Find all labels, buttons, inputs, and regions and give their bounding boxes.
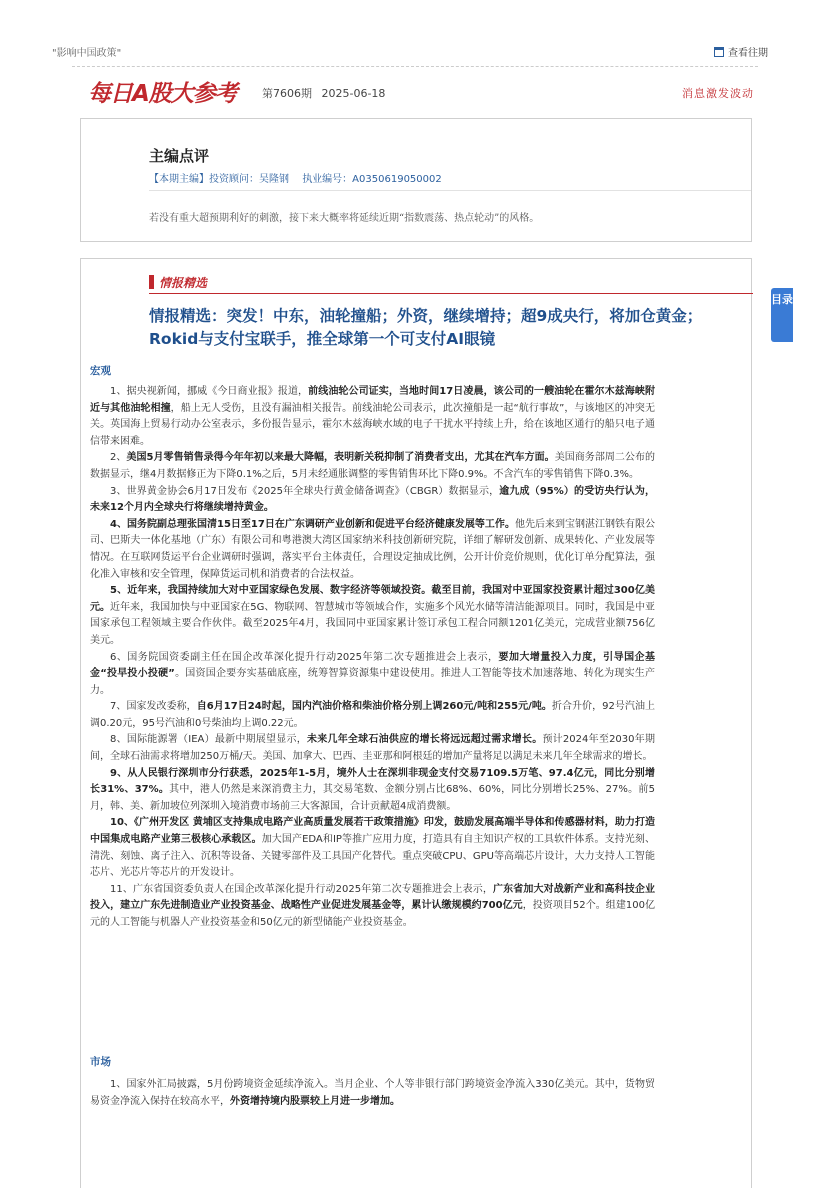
paragraph	[90, 484, 655, 517]
paragraph-text: 。国资国企要夯实基础底座，统筹智算资源集中建设使用。推进人工智能等技术加速落地、转化为现实生产力。	[90, 668, 655, 696]
editor-name: 【本期主编】投资顾问：吴隆钢	[149, 174, 289, 185]
issue-number: 第7606期	[262, 87, 312, 100]
logo: 每日A股大参考	[88, 81, 237, 107]
highlight-text: 广东省加大对战新产业和高科技企业投入，建立广东先进制造业产业投资基金、战略性产业促进发展基金等，累计认缴规模约700亿元	[90, 883, 655, 912]
paragraph-text: 6、国务院国资委副主任在国企改革深化提升行动2025年第二次专题推进会上表示，	[110, 651, 499, 663]
macro-heading: 宏观	[90, 365, 111, 377]
paragraph	[90, 732, 655, 765]
paragraph-text: 折合升价，92号汽油上调0.20元，95号汽油和0号柴油均上调0.22元。	[90, 701, 655, 729]
paragraph	[90, 699, 655, 732]
paragraph	[90, 766, 655, 816]
paragraph	[90, 1077, 655, 1110]
paragraph-text: 2、	[110, 452, 127, 464]
highlight-text: 自6月17日24时起，国内汽油价格和柴油价格分别上调260元/吨和255元/吨。	[196, 701, 552, 713]
calendar-icon	[714, 47, 724, 57]
paragraph-text: 预计2024年至2030年期间，全球石油需求将增加250万桶/天。美国、加拿大、巴西、圭亚那和阿根廷的增加产量将足以满足未来几年全球需求的增长。	[90, 734, 655, 763]
paragraph-text: 他先后来到宝钢湛江钢铁有限公司、巴斯夫一体化基地（广东）有限公司和粤港澳大湾区国家纳米科技创新研究院，详细了解研发创新、成果转化、产业发展等情况。在互联网货运平台企业调研时强调，落实平台主体责任，合理设定抽成比例，公开计价竞价规则，优化订单分配算法，强化准入审核和安全管理，保障货运司机和消费者的合法权益。	[90, 518, 656, 580]
market-heading: 市场	[90, 1056, 111, 1068]
paragraph-text: 其中，港人仍然是来深消费主力，其交易笔数、金额分别占比68%、60%，同比分别增长25%、27%。前5月，韩、美、新加坡位列深圳入境消费市场前三大客源国，合计贡献超4成消费额。	[90, 784, 655, 812]
paragraph-text: 8、国际能源署（IEA）最新中期展望显示，	[110, 734, 307, 746]
paragraph-text: 11、广东省国资委负责人在国企改革深化提升行动2025年第二次专题推进会上表示，	[110, 883, 493, 895]
tagline: "影响中国政策"	[52, 48, 122, 59]
editorial-box	[80, 118, 752, 242]
paragraph-text: 3、世界黄金协会6月17日发布《2025年全球央行黄金储备调查》（CBGR）数据显示，	[110, 485, 500, 497]
highlight-text: 5、近年来，我国持续加大对中亚国家绿色发展、数字经济等领域投资。截至目前，我国对中亚国家投资累计超过300亿美元。	[90, 585, 655, 613]
view-archive-link[interactable]	[714, 44, 768, 59]
paragraph	[90, 517, 655, 583]
highlight-text: 4、国务院副总理张国清15日至17日在广东调研产业创新和促进平台经济健康发展等工作。	[110, 518, 515, 530]
macro-body	[90, 384, 655, 932]
paragraph-text: 近年来，我国加快与中亚国家在5G、物联网、智慧城市等领域合作，实施多个风光水储等清洁能源项目。同时，我国是中亚国家承包工程领域主要合作伙伴。截至2025年4月，我国同中亚国家累计签订承包工程合同额1201亿美元，完成营业额756亿美元。	[90, 601, 656, 646]
paragraph	[90, 583, 655, 649]
paragraph-text: 1、据央视新闻，挪威《今日商业报》报道，	[110, 386, 309, 397]
paragraph-text: 加大国产EDA和IP等推广应用力度，打造具有自主知识产权的工具软件体系。支持光刻、清洗、刻蚀、离子注入、沉积等设备、关键零部件及工具国产化替代。重点突破CPU、GPU等高端芯片设计，大力支持人工智能芯片、光芯片等芯片的开发设计。	[90, 834, 656, 879]
paragraph	[90, 450, 655, 483]
slogan: 消息激发波动	[682, 87, 754, 100]
editorial-text: 若没有重大超预期利好的刺激，接下来大概率将延续近期“指数震荡、热点轮动”的风格。	[149, 213, 540, 224]
section-bar	[149, 275, 154, 289]
highlight-text: 9、从人民银行深圳市分行获悉，2025年1-5月，境外人士在深圳非现金支付交易7109.5万笔、97.4亿元，同比分别增长31%、37%。	[90, 767, 655, 796]
editorial-title: 主编点评	[149, 147, 210, 165]
highlight-text: 前线油轮公司证实，当地时间17日凌晨，该公司的一艘油轮在霍尔木兹海峡附近与其他油轮相撞	[90, 386, 655, 414]
highlight-text: 逾九成（95%）的受访央行认为，未来12个月内全球央行将继续增持黄金。	[90, 485, 656, 514]
paragraph-text: 美国商务部周二公布的数据显示，继4月数据修正为下降0.1%之后，5月未经通胀调整的零售销售环比下降0.9%。不含汽车的零售销售下降0.3%。	[90, 452, 655, 480]
highlight-text: 10、《广州开发区 黄埔区支持集成电路产业高质量发展若干政策措施》印发，鼓励发展高端半导体和传感器材料，助力打造中国集成电路产业第三极核心承载区。	[90, 817, 655, 846]
highlight-text: 未来几年全球石油供应的增长将远远超过需求增长。	[306, 734, 543, 746]
section-tag	[149, 271, 753, 295]
section-label: 情报精选	[159, 276, 208, 290]
issue-info	[262, 85, 385, 101]
toc-tab[interactable]: 目录	[771, 288, 793, 342]
section-underline	[149, 293, 753, 294]
paragraph-text: ，投资项目52个。组建100亿元的人工智能与机器人产业投资基金和50亿元的新型储能产业投资基金。	[90, 900, 656, 928]
highlight-text: 美国5月零售销售录得今年年初以来最大降幅，表明新关税抑制了消费者支出，尤其在汽车方面。	[126, 452, 555, 464]
paragraph	[90, 384, 655, 450]
paragraph	[90, 650, 655, 700]
highlight-text: 外资增持境内股票较上月进一步增加。	[230, 1095, 400, 1107]
divider	[149, 190, 751, 191]
market-body	[90, 1077, 655, 1110]
paragraph-text: 7、国家发改委称，	[110, 701, 197, 713]
editorial-meta	[149, 170, 452, 185]
paragraph	[90, 815, 655, 881]
license-number: 执业编号：A0350619050002	[302, 174, 442, 185]
paragraph-text: 1、国家外汇局披露，5月份跨境资金延续净流入。当月企业、个人等非银行部门跨境资金净流入330亿美元。其中，货物贸易资金净流入保持在较高水平，	[90, 1079, 655, 1107]
article-title: 情报精选：突发！中东，油轮撞船；外资，继续增持；超9成央行，将加仓黄金；Rokid与支付宝联手，推全球第一个可支付AI眼镜	[149, 307, 703, 348]
view-archive-label: 查看往期	[728, 48, 768, 59]
issue-date: 2025-06-18	[321, 87, 386, 100]
paragraph	[90, 882, 655, 932]
masthead	[72, 66, 758, 113]
top-bar	[0, 0, 826, 62]
highlight-text: 要加大增量投入力度，引导国企基金“投早投小投硬”	[90, 651, 656, 680]
paragraph-text: ，船上无人受伤，且没有漏油相关报告。前线油轮公司表示，此次撞船是一起“航行事故”，与该地区的冲突无关。英国海上贸易行动办公室表示，多份报告显示，霍尔木兹海峡水域的电子干扰水平持续上升，给在该地区通行的船只电子通信带来困难。	[90, 402, 655, 447]
